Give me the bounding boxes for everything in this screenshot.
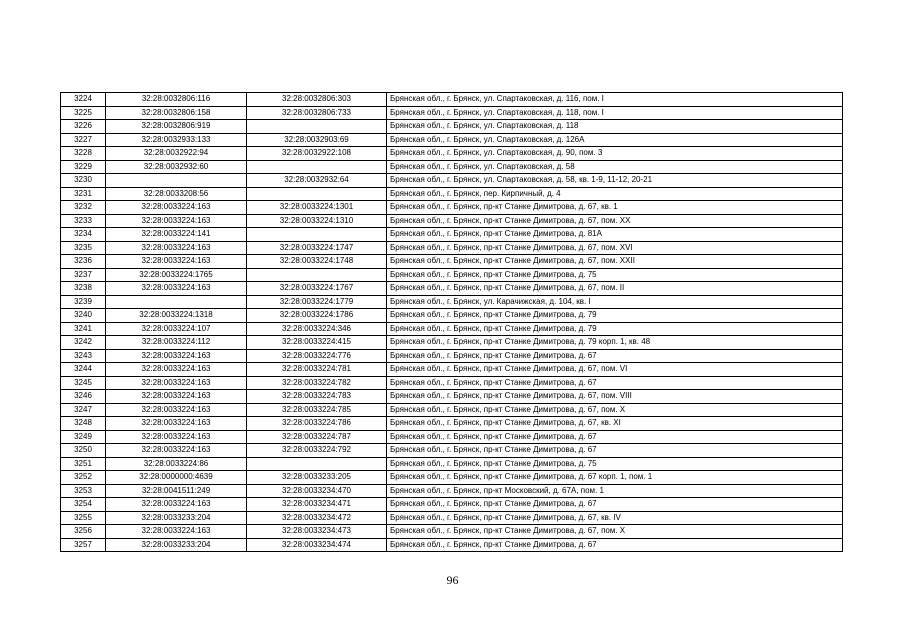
related-cadastral-number-cell: 32:28:0033224:781 — [247, 363, 387, 377]
related-cadastral-number-cell: 32:28:0033224:1310 — [247, 214, 387, 228]
table-row — [61, 484, 843, 498]
page-number: 96 — [446, 573, 459, 587]
address-cell: Брянская обл., г. Брянск, пр-кт Станке Димитрова, д. 67 — [387, 376, 843, 390]
row-number-cell: 3243 — [61, 349, 106, 363]
address-cell: Брянская обл., г. Брянск, пр-кт Станке Димитрова, д. 81А — [387, 228, 843, 242]
address-cell: Брянская обл., г. Брянск, ул. Спартаковская, д. 58 — [387, 160, 843, 174]
row-number-cell: 3228 — [61, 147, 106, 161]
row-number-cell: 3256 — [61, 525, 106, 539]
related-cadastral-number-cell — [247, 268, 387, 282]
related-cadastral-number-cell: 32:28:0032932:64 — [247, 174, 387, 188]
table-row — [61, 309, 843, 323]
row-number-cell: 3224 — [61, 93, 106, 107]
cadastral-number-cell — [106, 174, 247, 188]
related-cadastral-number-cell: 32:28:0032922:108 — [247, 147, 387, 161]
address-cell: Брянская обл., г. Брянск, ул. Спартаковская, д. 90, пом. 3 — [387, 147, 843, 161]
cadastral-number-cell: 32:28:0033224:107 — [106, 322, 247, 336]
row-number-cell: 3226 — [61, 120, 106, 134]
row-number-cell: 3233 — [61, 214, 106, 228]
row-number-cell: 3252 — [61, 471, 106, 485]
cadastral-number-cell: 32:28:0032922:94 — [106, 147, 247, 161]
cadastral-number-cell: 32:28:0033224:163 — [106, 444, 247, 458]
table-row — [61, 511, 843, 525]
row-number-cell: 3227 — [61, 133, 106, 147]
address-cell: Брянская обл., г. Брянск, ул. Спартаковская, д. 118, пом. I — [387, 106, 843, 120]
row-number-cell: 3241 — [61, 322, 106, 336]
cadastral-number-cell: 32:28:0032806:158 — [106, 106, 247, 120]
row-number-cell: 3257 — [61, 538, 106, 552]
related-cadastral-number-cell — [247, 228, 387, 242]
address-cell: Брянская обл., г. Брянск, пр-кт Станке Димитрова, д. 79 — [387, 322, 843, 336]
related-cadastral-number-cell: 32:28:0033224:1767 — [247, 282, 387, 296]
related-cadastral-number-cell: 32:28:0033224:1786 — [247, 309, 387, 323]
table-row — [61, 187, 843, 201]
table-row — [61, 255, 843, 269]
address-cell: Брянская обл., г. Брянск, пр-кт Станке Димитрова, д. 79 — [387, 309, 843, 323]
row-number-cell: 3255 — [61, 511, 106, 525]
address-cell: Брянская обл., г. Брянск, пр-кт Станке Димитрова, д. 67 — [387, 430, 843, 444]
table-row — [61, 457, 843, 471]
cadastral-number-cell: 32:28:0032932:60 — [106, 160, 247, 174]
table-row — [61, 174, 843, 188]
related-cadastral-number-cell: 32:28:0033224:346 — [247, 322, 387, 336]
table-row — [61, 363, 843, 377]
table-row — [61, 336, 843, 350]
row-number-cell: 3238 — [61, 282, 106, 296]
address-cell: Брянская обл., г. Брянск, пр-кт Станке Димитрова, д. 67, пом. VI — [387, 363, 843, 377]
related-cadastral-number-cell: 32:28:0033234:470 — [247, 484, 387, 498]
cadastral-number-cell: 32:28:0033224:163 — [106, 376, 247, 390]
row-number-cell: 3239 — [61, 295, 106, 309]
row-number-cell: 3249 — [61, 430, 106, 444]
related-cadastral-number-cell: 32:28:0033224:787 — [247, 430, 387, 444]
related-cadastral-number-cell — [247, 187, 387, 201]
table-row — [61, 538, 843, 552]
related-cadastral-number-cell: 32:28:0033234:473 — [247, 525, 387, 539]
related-cadastral-number-cell: 32:28:0033224:1748 — [247, 255, 387, 269]
cadastral-number-cell: 32:28:0033224:163 — [106, 403, 247, 417]
cadastral-number-cell: 32:28:0033224:163 — [106, 363, 247, 377]
row-number-cell: 3240 — [61, 309, 106, 323]
table-row — [61, 268, 843, 282]
related-cadastral-number-cell — [247, 120, 387, 134]
row-number-cell: 3245 — [61, 376, 106, 390]
address-cell: Брянская обл., г. Брянск, пр-кт Станке Димитрова, д. 67 — [387, 498, 843, 512]
cadastral-number-cell: 32:28:0033224:163 — [106, 255, 247, 269]
related-cadastral-number-cell: 32:28:0033233:205 — [247, 471, 387, 485]
cadastral-number-cell: 32:28:0033224:141 — [106, 228, 247, 242]
row-number-cell: 3237 — [61, 268, 106, 282]
cadastral-number-cell: 32:28:0033224:163 — [106, 390, 247, 404]
table-row — [61, 444, 843, 458]
cadastral-number-cell: 32:28:0032933:133 — [106, 133, 247, 147]
related-cadastral-number-cell: 32:28:0032806:303 — [247, 93, 387, 107]
address-cell: Брянская обл., г. Брянск, пр-кт Станке Димитрова, д. 67 — [387, 444, 843, 458]
table-row — [61, 147, 843, 161]
table-row — [61, 498, 843, 512]
row-number-cell: 3244 — [61, 363, 106, 377]
cadastral-number-cell: 32:28:0033224:163 — [106, 282, 247, 296]
row-number-cell: 3248 — [61, 417, 106, 431]
related-cadastral-number-cell: 32:28:0033234:471 — [247, 498, 387, 512]
table-row — [61, 160, 843, 174]
table-row — [61, 133, 843, 147]
row-number-cell: 3234 — [61, 228, 106, 242]
related-cadastral-number-cell: 32:28:0033224:783 — [247, 390, 387, 404]
cadastral-number-cell: 32:28:0033224:163 — [106, 349, 247, 363]
address-cell: Брянская обл., г. Брянск, пр-кт Станке Димитрова, д. 67, пом. II — [387, 282, 843, 296]
table-row — [61, 430, 843, 444]
related-cadastral-number-cell: 32:28:0033224:1301 — [247, 201, 387, 215]
address-cell: Брянская обл., г. Брянск, ул. Спартаковская, д. 118 — [387, 120, 843, 134]
row-number-cell: 3229 — [61, 160, 106, 174]
cadastral-number-cell: 32:28:0033224:163 — [106, 417, 247, 431]
related-cadastral-number-cell: 32:28:0033234:472 — [247, 511, 387, 525]
table-row — [61, 106, 843, 120]
row-number-cell: 3236 — [61, 255, 106, 269]
cadastral-number-cell: 32:28:0033233:204 — [106, 538, 247, 552]
address-cell: Брянская обл., г. Брянск, ул. Спартаковская, д. 126А — [387, 133, 843, 147]
related-cadastral-number-cell: 32:28:0033224:776 — [247, 349, 387, 363]
row-number-cell: 3254 — [61, 498, 106, 512]
cadastral-number-cell: 32:28:0033233:204 — [106, 511, 247, 525]
address-cell: Брянская обл., г. Брянск, пр-кт Станке Димитрова, д. 67 — [387, 538, 843, 552]
related-cadastral-number-cell: 32:28:0033224:415 — [247, 336, 387, 350]
address-cell: Брянская обл., г. Брянск, пр-кт Станке Димитрова, д. 67, кв. IV — [387, 511, 843, 525]
table-row — [61, 390, 843, 404]
row-number-cell: 3250 — [61, 444, 106, 458]
table-row — [61, 295, 843, 309]
table-row — [61, 201, 843, 215]
table-row — [61, 228, 843, 242]
cadastral-number-cell: 32:28:0033224:163 — [106, 498, 247, 512]
table-row — [61, 322, 843, 336]
address-cell: Брянская обл., г. Брянск, пр-кт Станке Димитрова, д. 67, пом. XXII — [387, 255, 843, 269]
cadastral-number-cell: 32:28:0033224:1318 — [106, 309, 247, 323]
table-row — [61, 241, 843, 255]
row-number-cell: 3253 — [61, 484, 106, 498]
cadastral-number-cell: 32:28:0032806:116 — [106, 93, 247, 107]
cadastral-number-cell: 32:28:0033224:163 — [106, 201, 247, 215]
address-cell: Брянская обл., г. Брянск, пр-кт Станке Димитрова, д. 67, пом. X — [387, 403, 843, 417]
table-row — [61, 471, 843, 485]
related-cadastral-number-cell: 32:28:0033234:474 — [247, 538, 387, 552]
address-cell: Брянская обл., г. Брянск, пр-кт Станке Димитрова, д. 67, пом. XX — [387, 214, 843, 228]
related-cadastral-number-cell — [247, 457, 387, 471]
row-number-cell: 3247 — [61, 403, 106, 417]
address-cell: Брянская обл., г. Брянск, пр-кт Станке Димитрова, д. 75 — [387, 268, 843, 282]
related-cadastral-number-cell: 32:28:0032903:69 — [247, 133, 387, 147]
row-number-cell: 3242 — [61, 336, 106, 350]
address-cell: Брянская обл., г. Брянск, пр-кт Станке Димитрова, д. 75 — [387, 457, 843, 471]
address-cell: Брянская обл., г. Брянск, пр-кт Станке Димитрова, д. 67, кв. 1 — [387, 201, 843, 215]
table-row — [61, 349, 843, 363]
related-cadastral-number-cell: 32:28:0033224:786 — [247, 417, 387, 431]
related-cadastral-number-cell — [247, 160, 387, 174]
cadastral-number-cell: 32:28:0033224:163 — [106, 214, 247, 228]
table-row — [61, 403, 843, 417]
cadastral-number-cell: 32:28:0033224:163 — [106, 241, 247, 255]
registry-table — [60, 92, 843, 552]
table-row — [61, 214, 843, 228]
registry-table-body — [61, 93, 843, 552]
address-cell: Брянская обл., г. Брянск, пер. Кирпичный, д. 4 — [387, 187, 843, 201]
row-number-cell: 3225 — [61, 106, 106, 120]
address-cell: Брянская обл., г. Брянск, пр-кт Станке Димитрова, д. 67 корп. 1, пом. 1 — [387, 471, 843, 485]
cadastral-number-cell — [106, 295, 247, 309]
table-row — [61, 417, 843, 431]
cadastral-number-cell: 32:28:0041511:249 — [106, 484, 247, 498]
cadastral-number-cell: 32:28:0033224:1765 — [106, 268, 247, 282]
address-cell: Брянская обл., г. Брянск, пр-кт Станке Димитрова, д. 67, пом. XVI — [387, 241, 843, 255]
address-cell: Брянская обл., г. Брянск, ул. Спартаковская, д. 116, пом. I — [387, 93, 843, 107]
address-cell: Брянская обл., г. Брянск, пр-кт Станке Димитрова, д. 79 корп. 1, кв. 48 — [387, 336, 843, 350]
address-cell: Брянская обл., г. Брянск, пр-кт Станке Димитрова, д. 67 — [387, 349, 843, 363]
cadastral-number-cell: 32:28:0033208:56 — [106, 187, 247, 201]
cadastral-number-cell: 32:28:0033224:112 — [106, 336, 247, 350]
cadastral-number-cell: 32:28:0033224:163 — [106, 525, 247, 539]
table-row — [61, 525, 843, 539]
address-cell: Брянская обл., г. Брянск, ул. Карачижская, д. 104, кв. I — [387, 295, 843, 309]
cadastral-number-cell: 32:28:0033224:163 — [106, 430, 247, 444]
row-number-cell: 3232 — [61, 201, 106, 215]
address-cell: Брянская обл., г. Брянск, пр-кт Станке Димитрова, д. 67, пом. X — [387, 525, 843, 539]
table-row — [61, 93, 843, 107]
related-cadastral-number-cell: 32:28:0033224:782 — [247, 376, 387, 390]
address-cell: Брянская обл., г. Брянск, ул. Спартаковская, д. 58, кв. 1-9, 11-12, 20-21 — [387, 174, 843, 188]
related-cadastral-number-cell: 32:28:0033224:785 — [247, 403, 387, 417]
related-cadastral-number-cell: 32:28:0032806:733 — [247, 106, 387, 120]
address-cell: Брянская обл., г. Брянск, пр-кт Станке Димитрова, д. 67, кв. XI — [387, 417, 843, 431]
related-cadastral-number-cell: 32:28:0033224:1747 — [247, 241, 387, 255]
address-cell: Брянская обл., г. Брянск, пр-кт Станке Димитрова, д. 67, пом. VIII — [387, 390, 843, 404]
address-cell: Брянская обл., г. Брянск, пр-кт Московский, д. 67А, пом. 1 — [387, 484, 843, 498]
row-number-cell: 3235 — [61, 241, 106, 255]
cadastral-number-cell: 32:28:0032806:919 — [106, 120, 247, 134]
row-number-cell: 3231 — [61, 187, 106, 201]
table-row — [61, 120, 843, 134]
row-number-cell: 3246 — [61, 390, 106, 404]
table-row — [61, 376, 843, 390]
table-row — [61, 282, 843, 296]
row-number-cell: 3230 — [61, 174, 106, 188]
cadastral-number-cell: 32:28:0033224:86 — [106, 457, 247, 471]
related-cadastral-number-cell: 32:28:0033224:792 — [247, 444, 387, 458]
related-cadastral-number-cell: 32:28:0033224:1779 — [247, 295, 387, 309]
cadastral-number-cell: 32:28:0000000:4639 — [106, 471, 247, 485]
row-number-cell: 3251 — [61, 457, 106, 471]
